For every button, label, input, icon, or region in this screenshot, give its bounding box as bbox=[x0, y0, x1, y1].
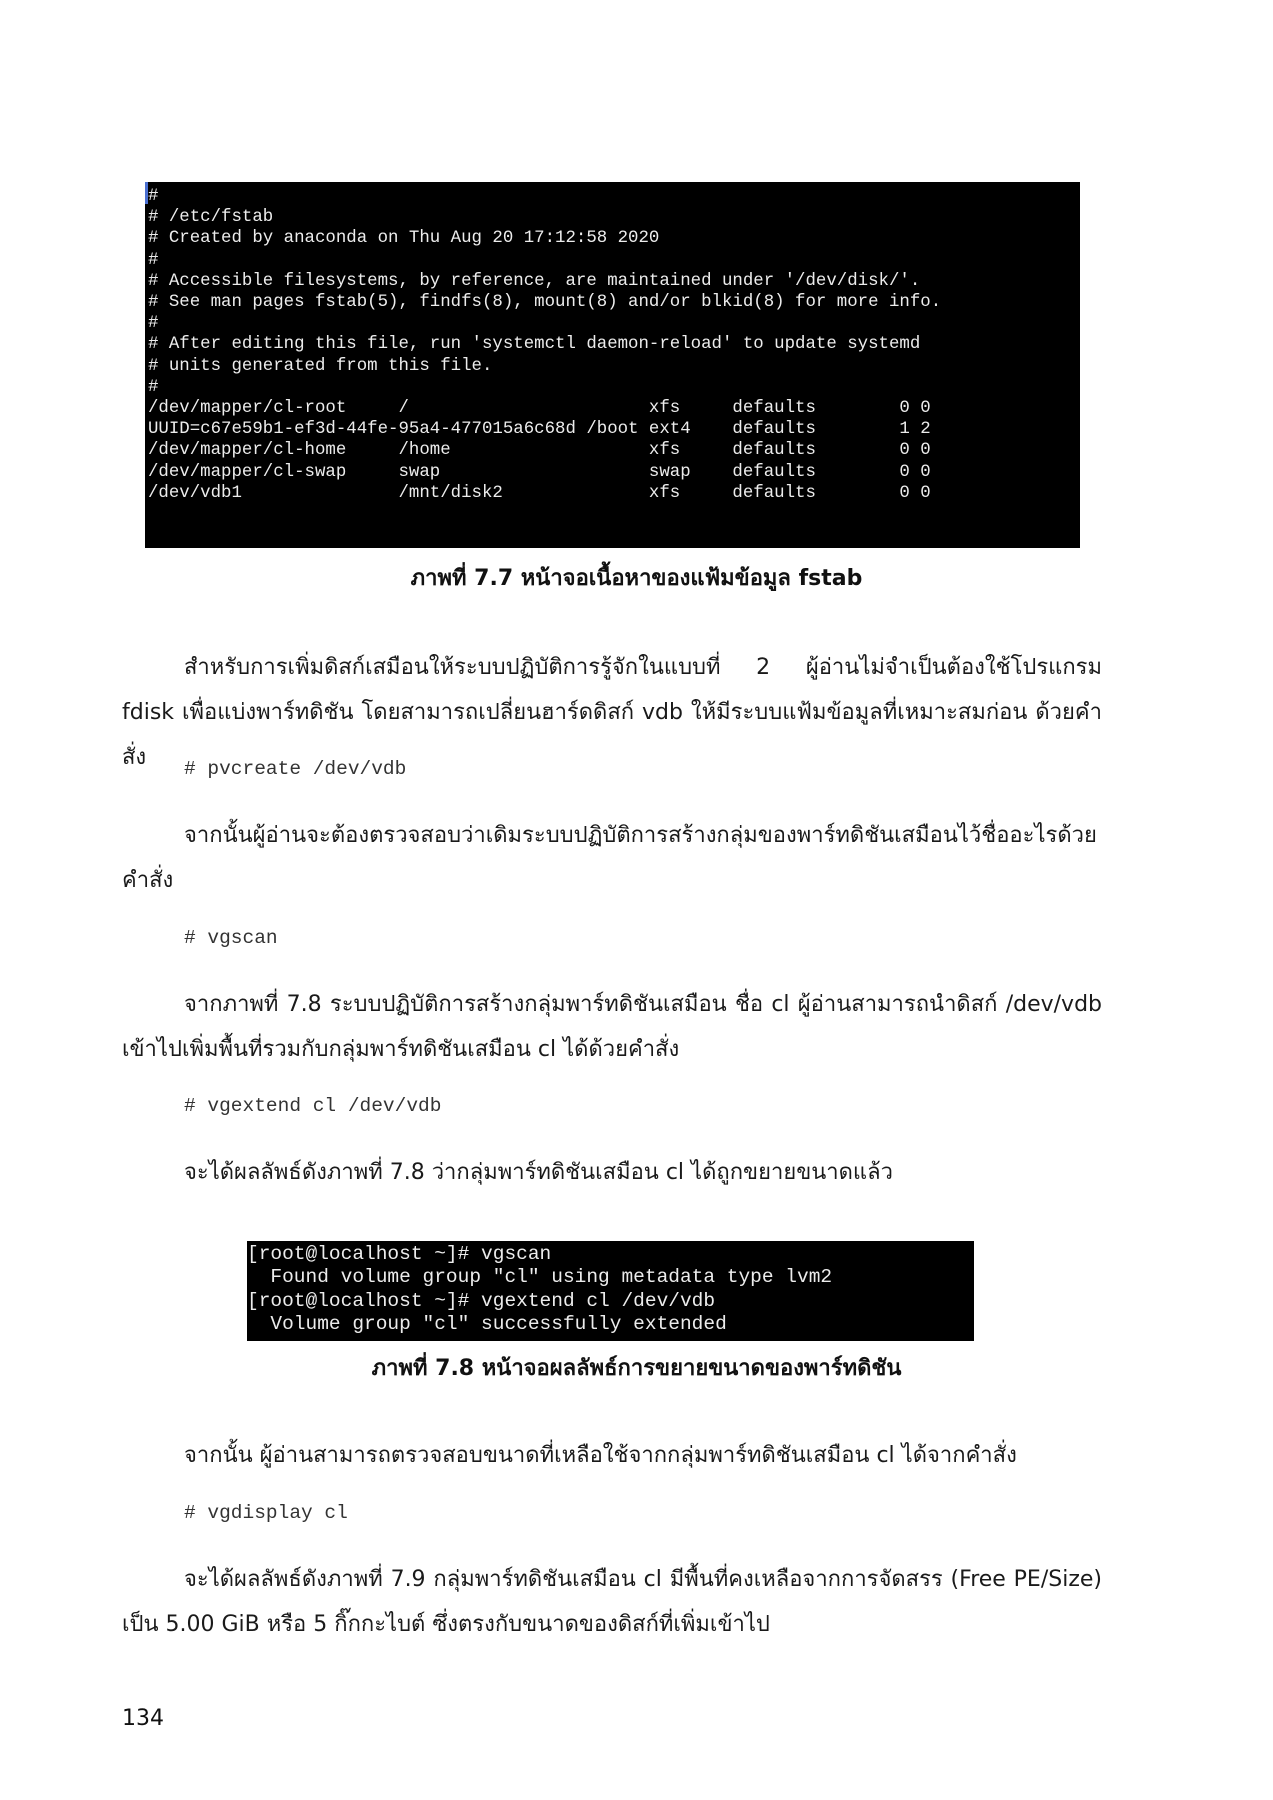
figure-7-7-caption: ภาพที่ 7.7 หน้าจอเนื้อหาของแฟ้มข้อมูล fstab bbox=[410, 566, 863, 591]
paragraph-1: สำหรับการเพิ่มดิสก์เสมือนให้ระบบปฏิบัติการรู้จักในแบบที่ 2 ผู้อ่านไม่จำเป็นต้องใช้โปรแกรม fdisk เพื่อแบ่งพาร์ทดิชัน โดยสามารถเปลี่ยนฮาร์ดดิสก์ vdb ให้มีระบบแฟ้มข้อมูลที่เหมาะสมก่อน ด้วยคำสั่ง bbox=[122, 655, 1102, 770]
terminal-line: # bbox=[148, 187, 159, 206]
terminal-line: /dev/mapper/cl-swap swap swap defaults 0 0 bbox=[148, 462, 931, 482]
terminal-line: /dev/mapper/cl-home /home xfs defaults 0 0 bbox=[148, 441, 931, 461]
page-number: 134 bbox=[122, 1706, 164, 1731]
terminal-line: [root@localhost ~]# vgextend cl /dev/vdb bbox=[247, 1289, 716, 1312]
terminal-line: # bbox=[148, 250, 159, 270]
terminal-line: [root@localhost ~]# vgscan bbox=[247, 1243, 552, 1265]
terminal-cursor bbox=[145, 182, 148, 204]
terminal-line: # Created by anaconda on Thu Aug 20 17:12:58 2020 bbox=[148, 229, 660, 249]
terminal-line: # Accessible filesystems, by reference, are maintained under '/dev/disk/'. bbox=[148, 271, 921, 291]
figure-7-8-caption: ภาพที่ 7.8 หน้าจอผลลัพธ์การขยายขนาดของพาร์ทดิชัน bbox=[371, 1356, 902, 1381]
command-vgdisplay: # vgdisplay cl bbox=[184, 1502, 348, 1524]
terminal-line: # bbox=[148, 377, 159, 397]
command-pvcreate: # pvcreate /dev/vdb bbox=[184, 758, 407, 780]
command-vgextend: # vgextend cl /dev/vdb bbox=[184, 1095, 442, 1117]
terminal-line: Volume group "cl" successfully extended bbox=[247, 1313, 727, 1336]
terminal-line: /dev/mapper/cl-root / xfs defaults 0 0 bbox=[148, 399, 931, 419]
terminal-line: # units generated from this file. bbox=[148, 356, 493, 376]
terminal-line: # bbox=[148, 314, 159, 334]
paragraph-3: จากภาพที่ 7.8 ระบบปฏิบัติการสร้างกลุ่มพาร์ทดิชันเสมือน ชื่อ cl ผู้อ่านสามารถนำดิสก์ /dev/vdb เข้าไปเพิ่มพื้นที่รวมกับกลุ่มพาร์ทดิชันเสมือน cl ได้ด้วยคำสั่ง bbox=[122, 992, 1102, 1062]
paragraph-6: จะได้ผลลัพธ์ดังภาพที่ 7.9 กลุ่มพาร์ทดิชันเสมือน cl มีพื้นที่คงเหลือจากการจัดสรร (Free PE/Size) เป็น 5.00 GiB หรือ 5 กิ๊กกะไบต์ ซึ่งตรงกับขนาดของดิสก์ที่เพิ่มเข้าไป bbox=[122, 1567, 1102, 1637]
terminal-line: /dev/vdb1 /mnt/disk2 xfs defaults 0 0 bbox=[148, 483, 931, 503]
terminal-line: Found volume group "cl" using metadata type lvm2 bbox=[247, 1266, 833, 1289]
paragraph-2: จากนั้นผู้อ่านจะต้องตรวจสอบว่าเดิมระบบปฏิบัติการสร้างกลุ่มของพาร์ทดิชันเสมือนไว้ชื่ออะไรด้วยคำสั่ง bbox=[122, 823, 1097, 893]
paragraph-5: จากนั้น ผู้อ่านสามารถตรวจสอบขนาดที่เหลือใช้จากกลุ่มพาร์ทดิชันเสมือน cl ได้จากคำสั่ง bbox=[184, 1443, 1017, 1468]
command-vgscan: # vgscan bbox=[184, 927, 278, 949]
terminal-line: UUID=c67e59b1-ef3d-44fe-95a4-477015a6c68d /boot ext4 defaults 1 2 bbox=[148, 420, 931, 440]
terminal-line: # /etc/fstab bbox=[148, 208, 274, 228]
terminal-line: # See man pages fstab(5), findfs(8), mount(8) and/or blkid(8) for more info. bbox=[148, 293, 942, 313]
vgextend-terminal-screenshot bbox=[247, 1241, 974, 1341]
fstab-terminal-screenshot bbox=[145, 182, 1080, 548]
paragraph-4: จะได้ผลลัพธ์ดังภาพที่ 7.8 ว่ากลุ่มพาร์ทดิชันเสมือน cl ได้ถูกขยายขนาดแล้ว bbox=[184, 1160, 893, 1185]
terminal-line: # After editing this file, run 'systemctl daemon-reload' to update systemd bbox=[148, 335, 921, 355]
